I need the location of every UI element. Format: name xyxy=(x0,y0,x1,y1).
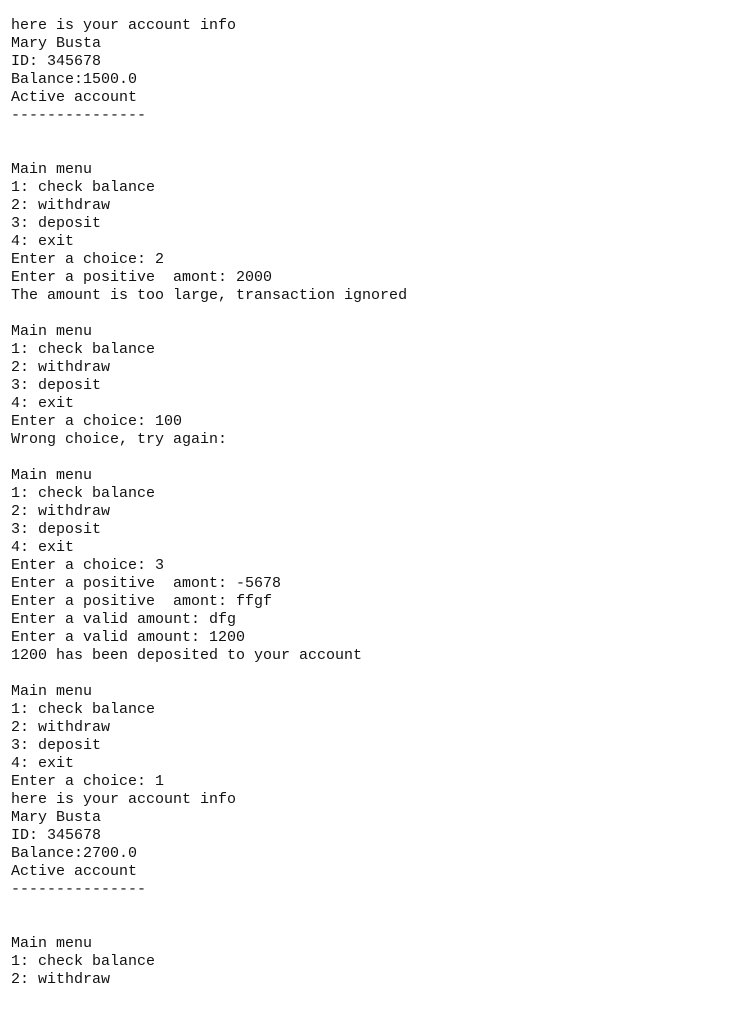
console-line: 1200 has been deposited to your account xyxy=(11,647,363,664)
console-line: 3: deposit xyxy=(11,521,102,538)
console-line: 3: deposit xyxy=(11,737,102,754)
console-line: here is your account info xyxy=(11,17,237,34)
console-line: Mary Busta xyxy=(11,809,102,826)
console-line: 4: exit xyxy=(11,233,75,250)
console-line: 1: check balance xyxy=(11,485,156,502)
console-line: 1: check balance xyxy=(11,341,156,358)
console-line: 2: withdraw xyxy=(11,971,111,988)
console-line: Main menu xyxy=(11,323,93,340)
console-line: 4: exit xyxy=(11,539,75,556)
console-line: ID: 345678 xyxy=(11,827,102,844)
console-line: 2: withdraw xyxy=(11,359,111,376)
console-line: ID: 345678 xyxy=(11,53,102,70)
console-line: Enter a choice: 3 xyxy=(11,557,165,574)
console-line: Mary Busta xyxy=(11,35,102,52)
console-line: Main menu xyxy=(11,467,93,484)
console-line: 4: exit xyxy=(11,755,75,772)
console-line xyxy=(11,305,721,323)
console-line: Enter a choice: 1 xyxy=(11,773,165,790)
console-line: Active account xyxy=(11,89,138,106)
console-line: Enter a positive amont: ffgf xyxy=(11,593,273,610)
console-line: Active account xyxy=(11,863,138,880)
console-line: The amount is too large, transaction ignored xyxy=(11,287,408,304)
console-line: 2: withdraw xyxy=(11,503,111,520)
console-line: 1: check balance xyxy=(11,701,156,718)
console-line: Enter a positive amont: 2000 xyxy=(11,269,273,286)
console-line: 1: check balance xyxy=(11,953,156,970)
console-line: Enter a positive amont: -5678 xyxy=(11,575,282,592)
console-line: Enter a choice: 100 xyxy=(11,413,183,430)
console-line: Main menu xyxy=(11,161,93,178)
console-line xyxy=(11,125,721,143)
console-line: Enter a valid amount: dfg xyxy=(11,611,237,628)
console-line: 3: deposit xyxy=(11,215,102,232)
console-line: Enter a choice: 2 xyxy=(11,251,165,268)
console-line: 2: withdraw xyxy=(11,719,111,736)
console-line: Balance:1500.0 xyxy=(11,71,138,88)
console-line xyxy=(11,665,721,683)
console-line xyxy=(11,917,721,935)
console-line: 2: withdraw xyxy=(11,197,111,214)
console-line: Main menu xyxy=(11,935,93,952)
console-line: Main menu xyxy=(11,683,93,700)
console-line xyxy=(11,449,721,467)
console-line: Enter a valid amount: 1200 xyxy=(11,629,246,646)
console-line: 4: exit xyxy=(11,395,75,412)
console-line: Balance:2700.0 xyxy=(11,845,138,862)
console-line: --------------- xyxy=(11,881,147,898)
console-line: --------------- xyxy=(11,107,147,124)
console-line: 1: check balance xyxy=(11,179,156,196)
console-output xyxy=(11,17,721,989)
console-line xyxy=(11,143,721,161)
console-line xyxy=(11,899,721,917)
console-line: Wrong choice, try again: xyxy=(11,431,228,448)
console-line: here is your account info xyxy=(11,791,237,808)
console-line: 3: deposit xyxy=(11,377,102,394)
